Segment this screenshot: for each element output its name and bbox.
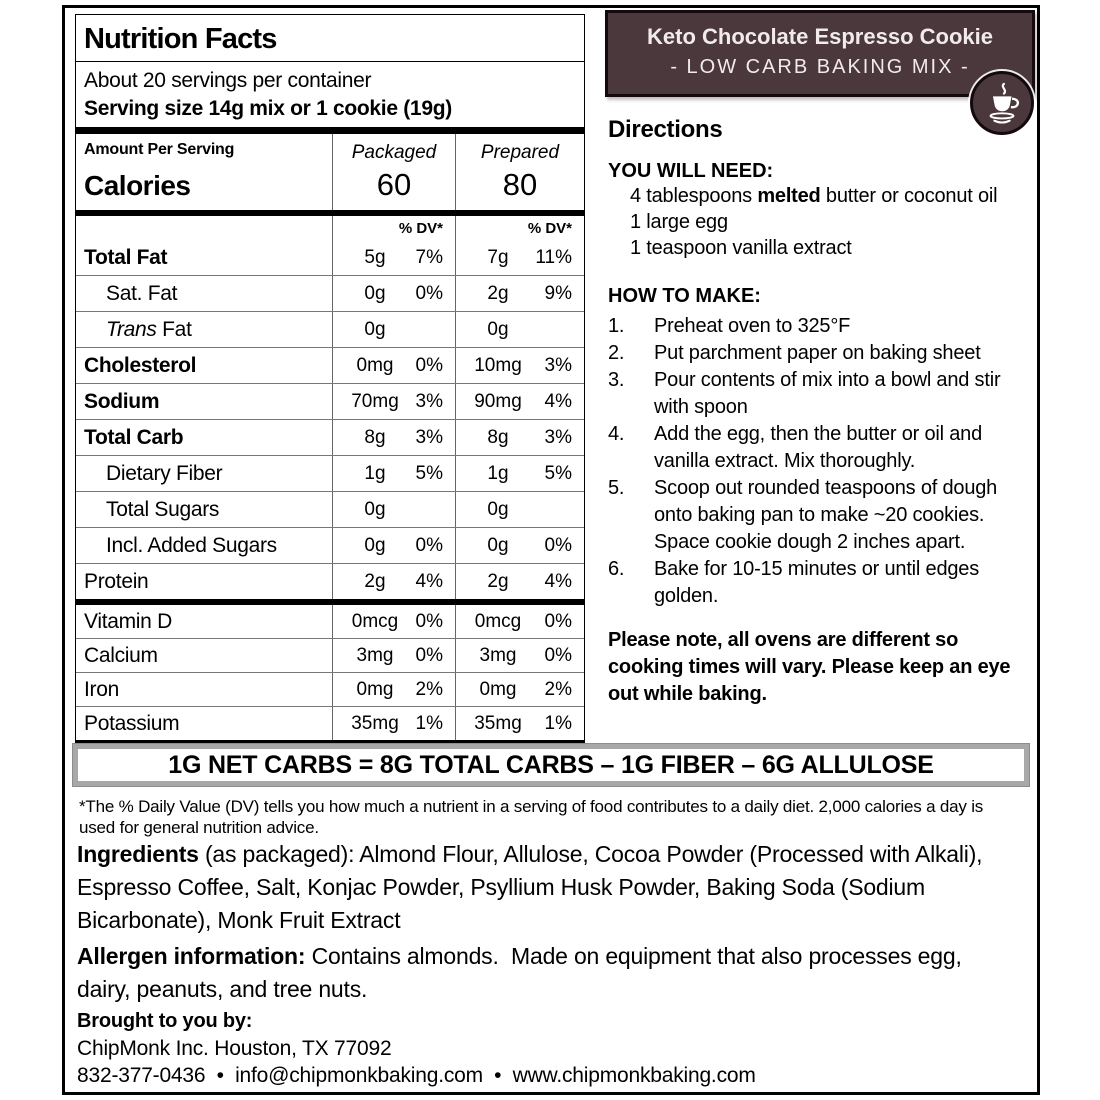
step-number: 6. [608, 558, 625, 580]
nutrient-values [332, 456, 455, 491]
nutrient-name: Incl. Added Sugars [106, 533, 277, 557]
column-packaged-label: Packaged [351, 142, 437, 163]
you-will-need-list [608, 183, 1038, 261]
calories-packaged-value: 60 [376, 167, 412, 202]
nutrient-amount: 2g [364, 570, 386, 592]
nutrient-name: Iron [84, 677, 119, 701]
needed-item: 1 large egg [630, 211, 728, 233]
nutrient-row [76, 563, 584, 599]
amount-per-serving-label: Amount Per Serving [84, 141, 235, 158]
nutrient-dv: 1% [415, 712, 443, 734]
nutrient-row [76, 455, 584, 491]
nutrient-amount: 0mg [479, 678, 517, 700]
nutrient-row [76, 275, 584, 311]
brought-by-label: Brought to you by: [77, 1010, 253, 1032]
servings-per-container: About 20 servings per container [84, 69, 372, 92]
nutrient-values [332, 673, 455, 706]
nutrient-values [455, 420, 584, 455]
nutrient-amount: 8g [487, 426, 509, 448]
nutrient-name: Vitamin D [84, 609, 172, 633]
nutrient-amount: 2g [487, 282, 509, 304]
nutrient-dv: 0% [415, 534, 443, 556]
ingredients-text: (as packaged): Almond Flour, Allulose, Cocoa Powder (Processed with Alkali), Espresso Coffee, Salt, Konjac Powder, Psyllium Husk Powder, Baking Soda (Sodium Bicarbonate), Monk Fruit Extract [77, 841, 983, 933]
step-number: 4. [608, 423, 625, 445]
nutrient-name: Protein [84, 569, 149, 593]
nutrient-row [76, 527, 584, 563]
nutrient-name: Total Fat [84, 245, 168, 269]
ingredients [77, 838, 1033, 937]
dv-header-prepared: % DV* [455, 216, 584, 240]
directions-heading: Directions [608, 116, 723, 143]
how-to-make-step [608, 313, 1038, 340]
nutrient-dv: 3% [415, 426, 443, 448]
nutrient-dv: 4% [544, 570, 572, 592]
packaged-column-header [332, 134, 455, 210]
nutrient-name: Calcium [84, 643, 158, 667]
nutrient-amount: 3mg [479, 644, 517, 666]
nutrient-amount: 0g [364, 318, 386, 340]
nutrient-values [332, 564, 455, 599]
nutrient-values [332, 492, 455, 527]
directions-section [608, 116, 1038, 708]
coffee-badge [970, 71, 1034, 135]
nutrient-amount: 3mg [356, 644, 394, 666]
nutrient-values [455, 456, 584, 491]
nutrient-dv: 5% [544, 462, 572, 484]
nutrient-row [76, 240, 584, 275]
how-to-make-step [608, 340, 1038, 367]
allergen-info [77, 940, 1015, 1006]
nutrient-row [76, 605, 584, 638]
nutrient-row [76, 491, 584, 527]
nutrient-amount: 1g [487, 462, 509, 484]
nutrient-amount: 0g [487, 498, 509, 520]
nutrient-row [76, 383, 584, 419]
how-to-make-step [608, 367, 1038, 421]
ingredients-heading: Ingredients [77, 841, 199, 867]
nutrient-values [332, 420, 455, 455]
prepared-column-header [455, 134, 584, 210]
step-text: Bake for 10-15 minutes or until edges golden. [654, 558, 980, 607]
nutrient-dv: 9% [544, 282, 572, 304]
nutrient-amount: 35mg [351, 712, 399, 734]
nutrient-rows [76, 240, 584, 740]
nutrient-dv: 3% [415, 390, 443, 412]
how-to-make-heading: HOW TO MAKE: [608, 285, 761, 307]
how-to-make-step [608, 556, 1038, 610]
nutrient-dv: 5% [415, 462, 443, 484]
nutrient-amount: 8g [364, 426, 386, 448]
nutrient-values [332, 528, 455, 563]
nutrient-dv: 3% [544, 426, 572, 448]
nutrient-amount: 0g [487, 318, 509, 340]
allergen-heading: Allergen information: [77, 943, 306, 969]
nutrient-values [332, 384, 455, 419]
nutrient-values [455, 240, 584, 275]
nutrient-values [332, 707, 455, 740]
nutrient-amount: 90mg [474, 390, 522, 412]
product-header [605, 10, 1035, 97]
nutrient-dv: 0% [544, 534, 572, 556]
nutrient-amount: 2g [487, 570, 509, 592]
net-carbs-text: 1G NET CARBS = 8G TOTAL CARBS – 1G FIBER – 6G ALLULOSE [168, 750, 934, 779]
nutrient-values [455, 639, 584, 672]
nutrient-amount: 70mg [351, 390, 399, 412]
how-to-make-step [608, 421, 1038, 475]
nutrient-values [455, 673, 584, 706]
nutrient-dv: 0% [415, 354, 443, 376]
label-frame [62, 5, 1040, 1095]
dv-header-packaged: % DV* [332, 216, 455, 240]
nutrient-amount: 5g [364, 246, 386, 268]
nutrient-values [332, 348, 455, 383]
calories-label-cell [76, 134, 332, 210]
product-name: Keto Chocolate Espresso Cookie [647, 24, 993, 49]
nutrient-values [332, 276, 455, 311]
needed-item: 1 teaspoon vanilla extract [630, 237, 852, 259]
nutrient-dv: 1% [544, 712, 572, 734]
nutrient-values [332, 240, 455, 275]
calories-label: Calories [84, 170, 191, 201]
nutrient-name: Dietary Fiber [106, 461, 223, 485]
nutrient-amount: 0g [364, 534, 386, 556]
product-subtitle: - LOW CARB BAKING MIX - [670, 56, 970, 78]
nutrient-amount: 0mcg [474, 610, 522, 632]
company-address: ChipMonk Inc. Houston, TX 77092 [77, 1037, 392, 1060]
nutrient-values [455, 707, 584, 740]
how-to-make-steps [608, 313, 1038, 610]
nutrient-dv: 3% [544, 354, 572, 376]
nutrient-values [455, 605, 584, 638]
nutrient-dv: 0% [544, 644, 572, 666]
dv-footnote: *The % Daily Value (DV) tells you how much a nutrient in a serving of food contributes to a daily diet. 2,000 calories a day is used for general nutrition advice. [79, 797, 984, 837]
step-number: 2. [608, 342, 625, 364]
how-to-make-step [608, 475, 1038, 556]
nutrient-amount: 0mcg [351, 610, 399, 632]
nutrient-dv: 0% [415, 644, 443, 666]
thick-divider [76, 127, 584, 134]
column-prepared-label: Prepared [480, 142, 560, 163]
calories-prepared-value: 80 [502, 167, 538, 202]
nutrient-row [76, 419, 584, 455]
nutrient-name: Cholesterol [84, 353, 197, 377]
contact-line: 832-377-0436 • info@chipmonkbaking.com • www.chipmonkbaking.com [77, 1064, 756, 1087]
net-carbs-banner [73, 744, 1029, 786]
nutrient-values [455, 564, 584, 599]
step-number: 1. [608, 315, 625, 337]
nutrient-dv: 0% [415, 282, 443, 304]
calories-header-row [76, 134, 584, 210]
nutrient-amount: 0mg [356, 354, 394, 376]
nutrient-row [76, 672, 584, 706]
nutrient-row [76, 347, 584, 383]
nutrient-name: Potassium [84, 711, 180, 735]
nutrient-values [332, 312, 455, 347]
nutrient-amount: 7g [487, 246, 509, 268]
nutrient-name: Total Carb [84, 425, 184, 449]
coffee-cup-icon [981, 81, 1023, 125]
nutrient-dv: 2% [544, 678, 572, 700]
step-text: Preheat oven to 325°F [654, 315, 851, 337]
nutrient-dv: 11% [535, 246, 572, 268]
needed-item: 4 tablespoons melted butter or coconut oil [630, 185, 998, 207]
nutrient-amount: 0g [364, 498, 386, 520]
nutrient-values [455, 528, 584, 563]
nutrient-dv: 4% [544, 390, 572, 412]
step-text: Pour contents of mix into a bowl and stir with spoon [654, 369, 1001, 418]
step-text: Add the egg, then the butter or oil and vanilla extract. Mix thoroughly. [654, 423, 983, 472]
nutrient-values [455, 312, 584, 347]
nutrition-facts-title: Nutrition Facts [84, 23, 277, 55]
step-text: Put parchment paper on baking sheet [654, 342, 981, 364]
nutrient-row [76, 706, 584, 740]
nutrient-row [76, 311, 584, 347]
nutrient-name: Sat. Fat [106, 281, 178, 305]
nutrient-dv: 7% [415, 246, 443, 268]
allergen-text: Contains almonds. Made on equipment that also processes egg, dairy, peanuts, and tree nuts. [77, 943, 968, 1002]
nutrient-name: Trans Fat [106, 317, 192, 341]
nutrient-dv: 0% [544, 610, 572, 632]
nutrient-amount: 10mg [474, 354, 522, 376]
serving-size: Serving size 14g mix or 1 cookie (19g) [84, 97, 452, 120]
nutrient-amount: 0g [364, 282, 386, 304]
daily-value-header-row [76, 216, 584, 240]
nutrient-dv: 4% [415, 570, 443, 592]
nutrient-amount: 35mg [474, 712, 522, 734]
nutrient-amount: 0mg [356, 678, 394, 700]
oven-note: Please note, all ovens are different so cooking times will vary. Please keep an eye out while baking. [608, 629, 1011, 705]
nutrient-values [455, 384, 584, 419]
nutrient-values [332, 605, 455, 638]
nutrient-dv: 2% [415, 678, 443, 700]
nutrient-amount: 0g [487, 534, 509, 556]
you-will-need-heading: YOU WILL NEED: [608, 160, 774, 182]
step-number: 3. [608, 369, 625, 391]
nutrient-amount: 1g [364, 462, 386, 484]
nutrient-values [455, 492, 584, 527]
step-text: Scoop out rounded teaspoons of dough onto baking pan to make ~20 cookies. Space cookie dough 2 inches apart. [654, 477, 998, 553]
nutrition-facts-panel [75, 14, 585, 748]
nutrient-values [332, 639, 455, 672]
nutrient-dv: 0% [415, 610, 443, 632]
nutrient-row [76, 638, 584, 672]
step-number: 5. [608, 477, 625, 499]
nutrient-values [455, 348, 584, 383]
empty-cell [76, 216, 332, 240]
nutrient-name: Sodium [84, 389, 160, 413]
nutrient-name: Total Sugars [106, 497, 220, 521]
nutrient-values [455, 276, 584, 311]
